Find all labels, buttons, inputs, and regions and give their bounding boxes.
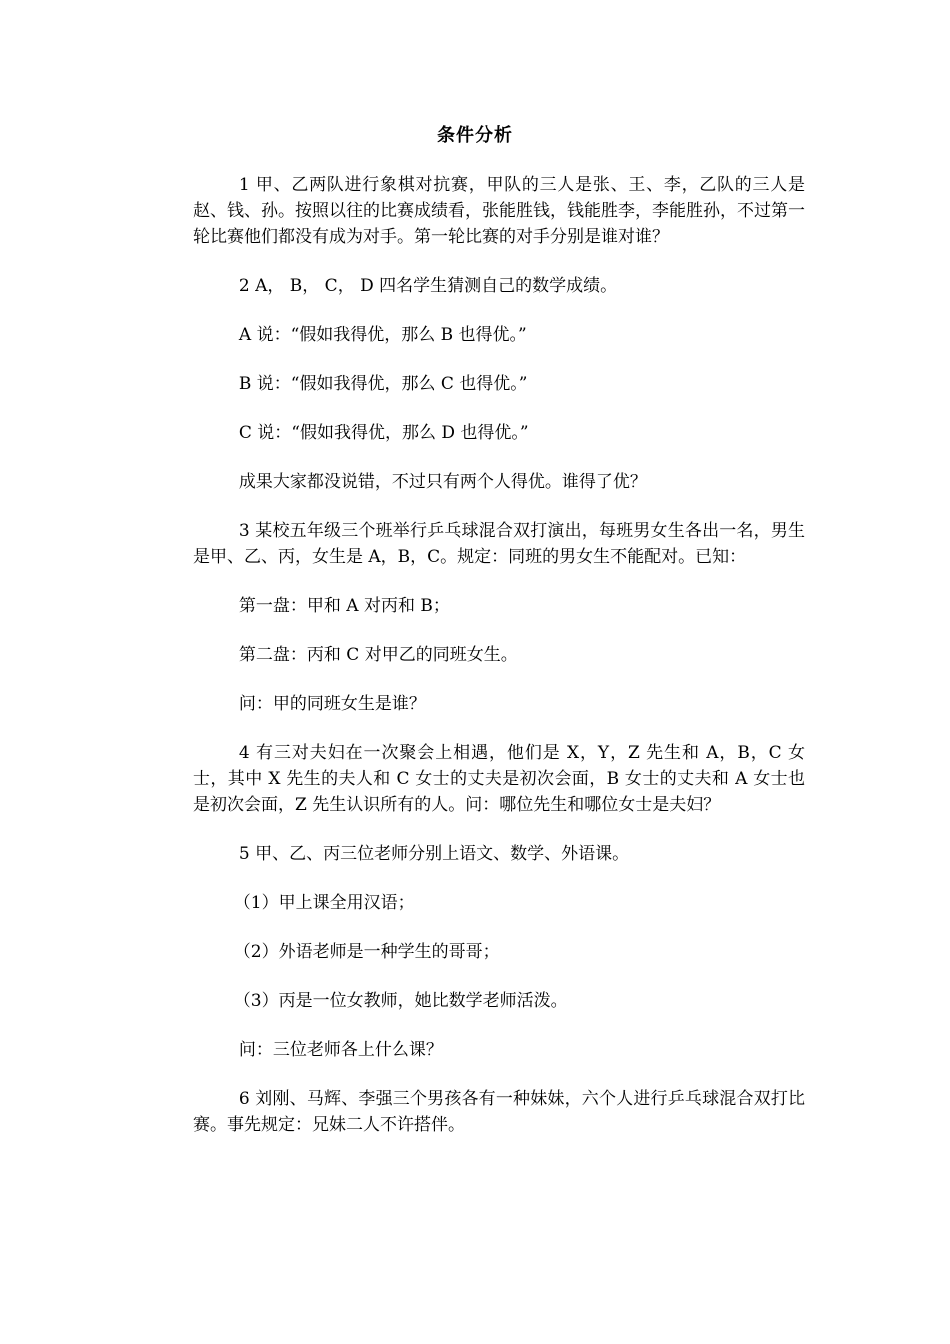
statement-b: B 说：“假如我得优，那么 C 也得优。” bbox=[238, 374, 528, 394]
problem-3-text: 3 某校五年级三个班举行乒乓球混合双打演出，每班男女生各出一名，男生是甲、乙、丙，女生是 A，B，C。规定：同班的男女生不能配对。已知： bbox=[193, 521, 805, 567]
problem-2-text: 2 A， B， C， D 四名学生猜测自己的数学成绩。 bbox=[238, 276, 618, 296]
problem-3-question: 问：甲的同班女生是谁？ bbox=[238, 694, 426, 714]
problem-2-question: 成果大家都没说错，不过只有两个人得优。谁得了优？ bbox=[238, 472, 647, 492]
game-1-text: 第一盘：甲和 A 对丙和 B； bbox=[238, 596, 450, 616]
condition-2: （2）外语老师是一种学生的哥哥； bbox=[233, 942, 500, 962]
game-2-text: 第二盘：丙和 C 对甲乙的同班女生。 bbox=[238, 645, 518, 665]
problem-6-text: 6 刘刚、马辉、李强三个男孩各有一种妹妹，六个人进行乒乓球混合双打比赛。事先规定：兄妹二人不许搭伴。 bbox=[193, 1089, 805, 1135]
document-body bbox=[193, 172, 805, 1161]
statement-c: C 说：“假如我得优，那么 D 也得优。” bbox=[238, 423, 529, 443]
problem-1-text: 1 甲、乙两队进行象棋对抗赛，甲队的三人是张、王、李，乙队的三人是赵、钱、孙。按照以往的比赛成绩看，张能胜钱，钱能胜李，李能胜孙，不过第一轮比赛他们都没有成为对手。第一轮比赛的对手分别是谁对谁？ bbox=[193, 175, 805, 247]
problem-5-question: 问：三位老师各上什么课？ bbox=[238, 1040, 443, 1060]
condition-3: （3）丙是一位女教师，她比数学老师活泼。 bbox=[233, 991, 568, 1011]
document-title: 条件分析 bbox=[437, 125, 513, 146]
condition-1: （1）甲上课全用汉语； bbox=[233, 893, 415, 913]
problem-4-text: 4 有三对夫妇在一次聚会上相遇，他们是 X，Y，Z 先生和 A，B，C 女士，其中 X 先生的夫人和 C 女士的丈夫是初次会面，B 女士的丈夫和 A 女士也是初次会面，Z 先生认识所有的人。问：哪位先生和哪位女士是夫妇？ bbox=[193, 743, 805, 815]
statement-a: A 说：“假如我得优，那么 B 也得优。” bbox=[238, 325, 527, 345]
problem-5-text: 5 甲、乙、丙三位老师分别上语文、数学、外语课。 bbox=[238, 844, 630, 864]
